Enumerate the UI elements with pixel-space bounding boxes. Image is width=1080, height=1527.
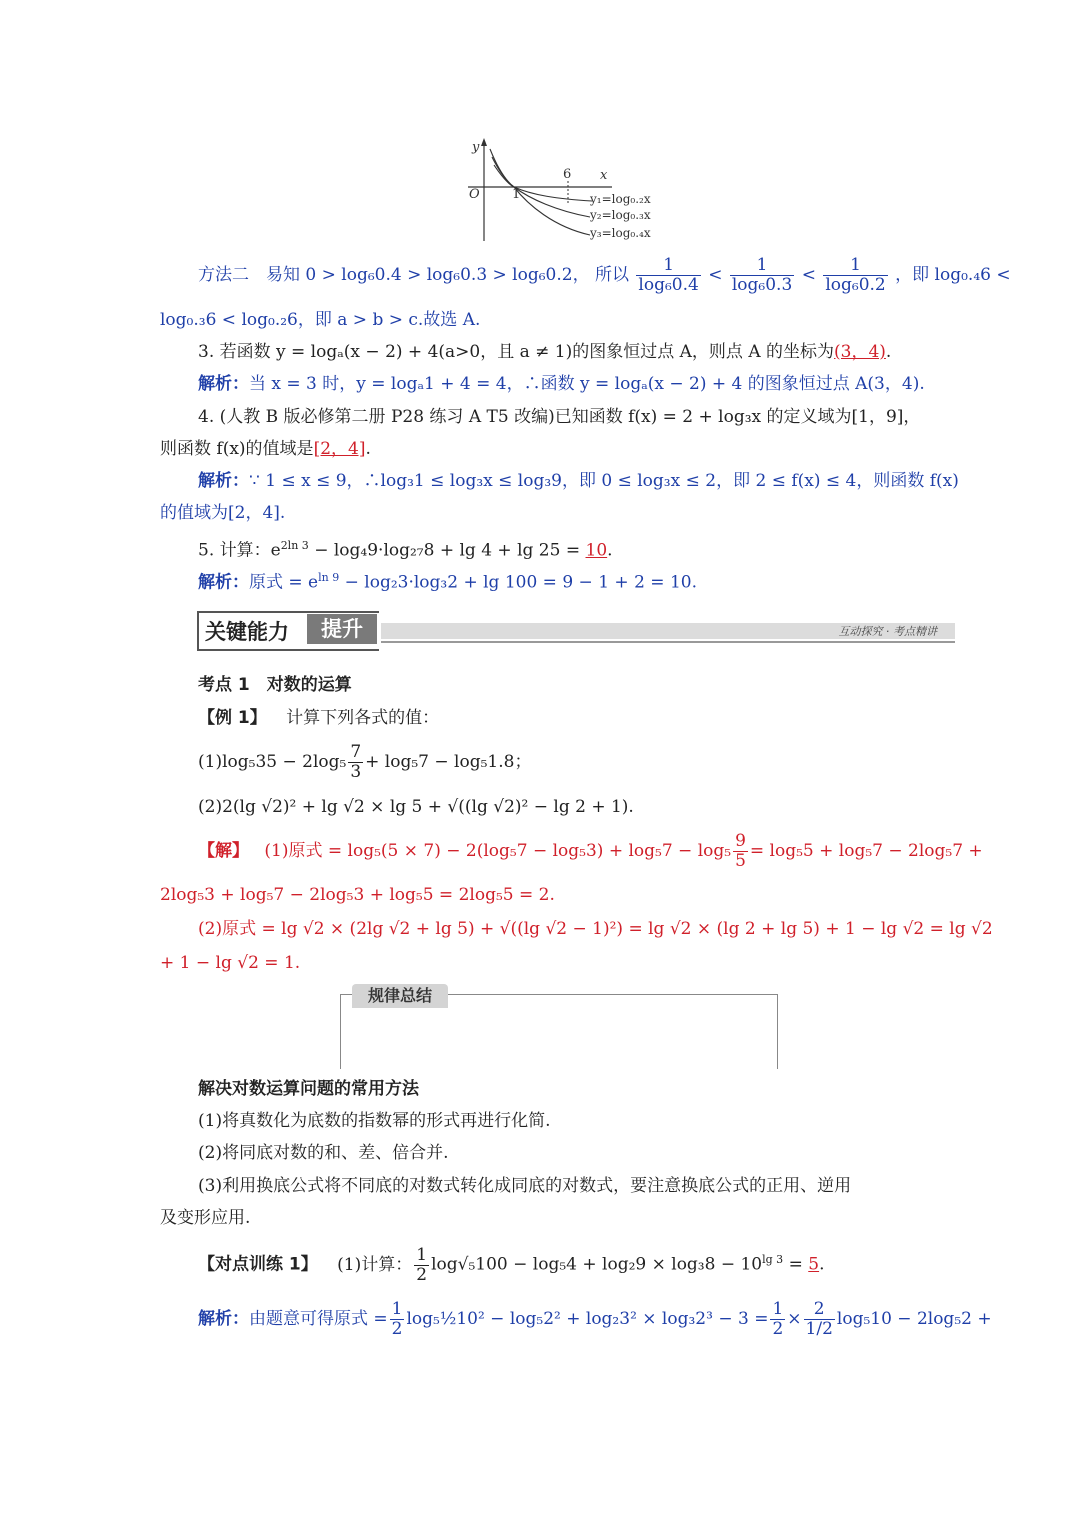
method-two-line2: log₀.₃6 < log₀.₂6，即 a > b > c.故选 A.: [160, 310, 481, 330]
question-3-text: 3. 若函数 y = logₐ(x − 2) + 4(a>0，且 a ≠ 1)的图象恒过点 A，则点 A 的坐标为: [198, 342, 835, 362]
rule-item-1: (1)将真数化为底数的指数幂的形式再进行化简.: [198, 1111, 551, 1131]
jiexi-label: 解析：: [198, 572, 249, 593]
solution-1-line2: 2log₅3 + log₅7 − 2log₅3 + log₅5 = 2log₅5 = 2.: [160, 885, 555, 905]
jiexi-label: 解析：: [198, 471, 249, 491]
solution-label: 【解】: [198, 841, 249, 861]
question-4-jiexi2: 的值域为[2，4].: [160, 503, 286, 523]
question-4-answer: [2，4]: [313, 439, 366, 459]
question-3-answer: (3，4): [834, 342, 886, 362]
example-1: 【例 1】 计算下列各式的值：: [198, 708, 440, 728]
section-header: [197, 611, 955, 649]
jiexi-label: 解析：: [198, 1309, 249, 1329]
training-1: 【对点训练 1】 (1)计算： $\frac{1}{2}$ $\log√_5100 - \log_54 + \log_29 \times \log_38 - 10^{lg 3} = 5$.: [198, 1244, 825, 1285]
curve-label-2: y₂=log₀.₃x: [590, 208, 651, 222]
training-jiexi: 解析：由题意可得原式 = $\frac{1}{2}$ log₅½10² − log₅2² + log₂3² × log₃2³ − 3 = $\frac{1}{2}$ × $\frac{2}{1/2}$ log₅10 − 2log₅2 +: [198, 1299, 992, 1339]
question-4-jiexi: 解析：∵ 1 ≤ x ≤ 9，∴log₃1 ≤ log₃x ≤ log₃9，即 0 ≤ log₃x ≤ 2，即 2 ≤ f(x) ≤ 4，则函数 f(x): [198, 471, 959, 491]
lt-sign: <: [801, 265, 816, 285]
training-label: 【对点训练 1】: [198, 1254, 318, 1275]
jiexi-label: 解析：: [198, 374, 249, 394]
x-axis-label: x: [600, 168, 608, 183]
lt-sign: <: [708, 265, 723, 285]
rule-item-3: (3)利用换底公式将不同底的对数式转化成同底的对数式，要注意换底公式的正用、逆用: [198, 1176, 852, 1196]
curve-label-3: y₃=log₀.₄x: [590, 226, 651, 240]
one-label: 1: [512, 187, 521, 202]
question-4-line1: 4. (人教 B 版必修第二册 P28 练习 A T5 改编)已知函数 f(x) = 2 + log₃x 的定义域为[1，9]，: [198, 407, 921, 427]
method-two-line: [198, 255, 1011, 295]
log-graph: [462, 135, 662, 245]
origin-label: O: [469, 187, 480, 202]
method-so: 所以: [595, 265, 629, 285]
solution-2: (2)原式 = lg √2 × (2lg √2 + lg 5) + √((lg √2 − 1)²) = lg √2 × (lg 2 + lg 5) + 1 − lg √2 = lg √2: [198, 919, 993, 939]
example-expr-2: (2)2(lg √2)² + lg √2 × lg 5 + √((lg √2)² − lg 2 + 1).: [198, 797, 634, 817]
method-lead: 方法二 易知: [198, 265, 300, 285]
curve-label-1: y₁=log₀.₂x: [590, 192, 651, 206]
fraction-3: $\frac{1}{\text{log₆0.2}}$: [825, 255, 886, 295]
section-title: 关键能力: [205, 620, 289, 644]
six-label: 6: [563, 167, 572, 182]
method-ineq: 0 > log₆0.4 > log₆0.3 > log₆0.2，: [305, 265, 590, 285]
rule-heading: 解决对数运算问题的常用方法: [198, 1079, 419, 1099]
example-label: 【例 1】: [198, 708, 267, 728]
question-5-answer: 10: [585, 540, 608, 561]
example-expr-1: (1)log₅35 − 2log₅ $\frac{7}{3}$ + log₅7 − log₅1.8；: [198, 742, 532, 782]
solution-2-line2: + 1 − lg √2 = 1.: [160, 953, 301, 973]
fraction-2: $\frac{1}{\text{log₆0.3}}$: [731, 255, 793, 295]
rule-item-3-cont: 及变形应用.: [160, 1208, 251, 1228]
question-3-jiexi: 解析：当 x = 3 时，y = logₐ1 + 4 = 4，∴函数 y = logₐ(x − 2) + 4 的图象恒过点 A(3，4).: [198, 374, 925, 394]
question-5: 5. 计算：$e^{2ln 3} - \log_49\cdot\log_{27}8 + \lg 4 + \lg 25 = 10$.: [198, 539, 613, 561]
training-answer: 5: [808, 1254, 820, 1275]
y-axis-label: y: [472, 140, 480, 155]
section-title-badge: 提升: [307, 614, 377, 644]
rule-item-2: (2)将同底对数的和、差、倍合并.: [198, 1143, 449, 1163]
rule-tab: 规律总结: [352, 984, 448, 1008]
solution-1: 【解】 (1)原式 = log₅(5 × 7) − 2(log₅7 − log₅3) + log₅7 − log₅ $\frac{9}{5}$ = log₅5 + log₅7 − 2log₅7 +: [198, 831, 983, 871]
question-5-jiexi: 解析：原式 = $e^{ln 9} - \log_23\cdot\log_32 + \lg 100 = 9 - 1 + 2 = 10$.: [198, 571, 697, 593]
method-tail: ，即 log₀.₄6 <: [895, 265, 1011, 285]
question-3: 3. 若函数 y = logₐ(x − 2) + 4(a>0，且 a ≠ 1)的图象恒过点 A，则点 A 的坐标为(3，4).: [198, 342, 892, 362]
section-right-label: 互动探究 · 考点精讲: [838, 625, 937, 638]
fraction-1: $\frac{1}{\text{log₆0.4}}$: [638, 255, 699, 295]
question-4-line2: 则函数 f(x)的值域是[2，4].: [160, 439, 371, 459]
kaodian-title: 考点 1 对数的运算: [198, 675, 352, 695]
